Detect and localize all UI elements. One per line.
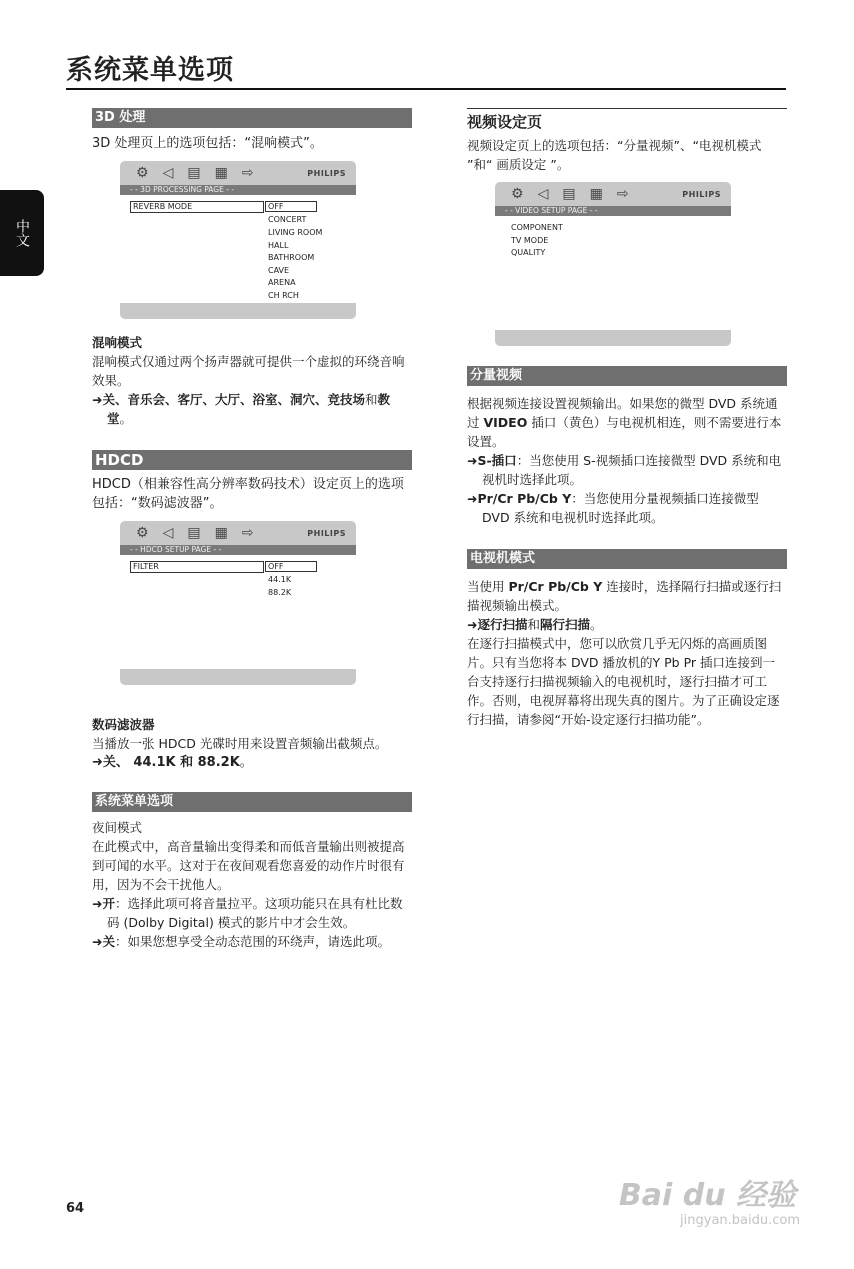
text-bold: VIDEO xyxy=(483,415,528,430)
filter-text: 当播放一张 HDCD 光碟时用来设置音频输出截频点。 xyxy=(92,736,388,751)
bullet-bold-b: 隔行扫描 xyxy=(540,617,591,632)
option-item[interactable]: OFF xyxy=(265,561,317,572)
language-tab xyxy=(0,190,44,276)
screen-hdcd xyxy=(120,521,356,685)
reverb-mode-title: 混响模式 xyxy=(92,335,143,350)
night-mode-title: 夜间模式 xyxy=(92,820,143,835)
arrow-bullet-icon: ➜ xyxy=(92,392,103,407)
speaker-icon: ◁ xyxy=(162,525,174,541)
bullet-and: 和 xyxy=(527,617,541,632)
bullet-text: ：当您使用 S-视频插口连接微型 DVD 系统和电视机时选择此项。 xyxy=(482,453,782,487)
screen-body xyxy=(495,216,731,330)
section-tv-mode-header: 电视机模式 xyxy=(467,549,787,569)
title-rule xyxy=(66,88,786,90)
section-system-menu-header: 系统菜单选项 xyxy=(92,792,412,812)
philips-logo: PHILIPS xyxy=(307,528,346,538)
screen-3d-processing xyxy=(120,161,356,319)
tv-mode-bullet xyxy=(467,615,787,634)
screen-icon-row xyxy=(120,521,356,545)
screen-page-title: - - 3D PROCESSING PAGE - - xyxy=(120,185,356,195)
philips-logo: PHILIPS xyxy=(682,189,721,199)
bullet-bold-text: 关、音乐会、客厅、大厅、浴室、洞穴、竞技场 xyxy=(102,392,365,407)
right-column xyxy=(467,108,787,729)
filter-title: 数码滤波器 xyxy=(92,717,155,732)
bullet-text: ：选择此项可将音量拉平。这项功能只在具有杜比数码 (Dolby Digital) 模式的影片中才会生效。 xyxy=(107,896,403,930)
screen-icon: ▤ xyxy=(187,525,201,541)
screen-icon-row xyxy=(495,182,731,206)
option-item[interactable]: LIVING ROOM xyxy=(268,228,323,237)
section-hdcd-intro: HDCD（相兼容性高分辨率数码技术）设定页上的选项包括：“数码滤波器”。 xyxy=(92,477,404,511)
night-mode-off-bullet xyxy=(92,932,412,951)
bullet-bold-a: 逐行扫描 xyxy=(477,617,528,632)
option-item[interactable]: ARENA xyxy=(268,278,296,287)
page-number: 64 xyxy=(66,1201,85,1216)
screen-icon-row xyxy=(120,161,356,185)
option-item[interactable]: HALL xyxy=(268,241,289,250)
night-mode-on-bullet xyxy=(92,894,412,932)
gear-icon: ⚙ xyxy=(511,186,524,202)
tv-mode-text xyxy=(467,577,787,615)
screen-page-title: - - VIDEO SETUP PAGE - - xyxy=(495,206,731,216)
component-yprpb-bullet xyxy=(467,489,787,527)
arrow-icon: ⇨ xyxy=(241,525,254,541)
bullet-key: 关 xyxy=(102,934,115,949)
reverb-options-bullet xyxy=(92,390,412,428)
screen-icon: ▤ xyxy=(187,165,201,181)
filter-options-bullet xyxy=(92,753,412,772)
video-menu-item[interactable]: QUALITY xyxy=(511,248,546,257)
bullet-end: 。 xyxy=(119,411,133,426)
bullet-text: ：如果您想享受全动态范围的环绕声，请选此项。 xyxy=(115,934,391,949)
menu-label-filter[interactable]: FILTER xyxy=(130,561,264,573)
arrow-bullet-icon: ➜ xyxy=(92,755,103,770)
option-item[interactable]: OFF xyxy=(265,201,317,212)
text-part: 根据视频连接设置视频输出。如果您的微型 DVD 系统通过 xyxy=(467,396,778,430)
text-bold: Pr/Cr Pb/Cb Y xyxy=(508,579,603,594)
bullet-end: 。 xyxy=(239,755,253,770)
bullet-end: 。 xyxy=(590,617,603,632)
bullet-key: 开 xyxy=(102,896,115,911)
video-menu-item[interactable]: TV MODE xyxy=(511,236,549,245)
section-video-intro: 视频设定页上的选项包括：“分量视频”、“电视机模式 ”和“ 画质设定 ”。 xyxy=(467,138,762,172)
bullet-key: S-插口 xyxy=(477,453,517,468)
option-item[interactable]: 44.1K xyxy=(268,575,292,584)
section-video-header: 视频设定页 xyxy=(467,108,787,132)
option-item[interactable]: CAVE xyxy=(268,266,290,275)
option-item[interactable]: BATHROOM xyxy=(268,253,315,262)
language-tab-label: 中文 xyxy=(14,219,30,247)
watermark-url: jingyan.baidu.com xyxy=(680,1213,800,1228)
grid-icon: ▦ xyxy=(214,165,228,181)
screen-body xyxy=(120,555,356,669)
arrow-icon: ⇨ xyxy=(616,186,629,202)
speaker-icon: ◁ xyxy=(162,165,174,181)
arrow-icon: ⇨ xyxy=(241,165,254,181)
option-item[interactable]: CH RCH xyxy=(268,291,299,300)
screen-body xyxy=(120,195,356,303)
video-menu-item[interactable]: COMPONENT xyxy=(511,223,563,232)
watermark-logo: Bai du 经验 xyxy=(618,1178,796,1213)
bullet-bold-last: 教堂 xyxy=(107,392,391,426)
arrow-bullet-icon: ➜ xyxy=(467,617,478,632)
bullet-text: ：当您使用分量视频插口连接微型 DVD 系统和电视机时选择此项。 xyxy=(482,491,759,525)
gear-icon: ⚙ xyxy=(136,165,149,181)
arrow-bullet-icon: ➜ xyxy=(92,896,103,911)
arrow-bullet-icon: ➜ xyxy=(467,453,478,468)
philips-logo: PHILIPS xyxy=(307,168,346,178)
grid-icon: ▦ xyxy=(214,525,228,541)
bullet-bold-text: 关、 44.1K 和 88.2K xyxy=(102,755,240,770)
speaker-icon: ◁ xyxy=(537,186,549,202)
menu-label-reverb[interactable]: REVERB MODE xyxy=(130,201,264,213)
option-item[interactable]: 88.2K xyxy=(268,588,292,597)
arrow-bullet-icon: ➜ xyxy=(467,491,478,506)
bullet-key: Pr/Cr Pb/Cb Y xyxy=(477,491,572,506)
text-part: 当使用 xyxy=(467,579,509,594)
night-mode-text: 在此模式中，高音量输出变得柔和而低音量输出则被提高到可闻的水平。这对于在夜间观看您喜爱的动作片时很有用，因为不会干扰他人。 xyxy=(92,839,405,892)
section-3d-intro: 3D 处理页上的选项包括：“混响模式”。 xyxy=(92,136,323,151)
screen-video-setup xyxy=(495,182,731,346)
bullet-and: 和 xyxy=(365,392,378,407)
text-part: 连接时，选择隔行扫描或逐行扫描视频输出模式。 xyxy=(467,579,782,613)
section-3d-header: 3D 处理 xyxy=(92,108,412,128)
screen-page-title: - - HDCD SETUP PAGE - - xyxy=(120,545,356,555)
screen-icon: ▤ xyxy=(562,186,576,202)
gear-icon: ⚙ xyxy=(136,525,149,541)
section-component-header: 分量视频 xyxy=(467,366,787,386)
tv-mode-text2: 在逐行扫描模式中，您可以欣赏几乎无闪烁的高画质图片。只有当您将本 DVD 播放机的Y Pb Pr 插口连接到一台支持逐行扫描视频输入的电视机时，逐行扫描才可工作。否则，电视屏幕将出现失真的图片。为了正确设定逐行扫描，请参阅“开始-设定逐行扫描功能”。 xyxy=(467,636,780,727)
arrow-bullet-icon: ➜ xyxy=(92,934,103,949)
left-column xyxy=(92,108,412,951)
reverb-mode-text: 混响模式仅通过两个扬声器就可提供一个虚拟的环绕音响效果。 xyxy=(92,354,405,388)
option-item[interactable]: CONCERT xyxy=(268,215,307,224)
section-hdcd-header: HDCD xyxy=(92,450,412,470)
component-s-video-bullet xyxy=(467,451,787,489)
component-text xyxy=(467,394,787,451)
page-title: 系统菜单选项 xyxy=(66,55,234,86)
text-part: 插口（黄色）与电视机相连，则不需要进行本设置。 xyxy=(467,415,782,449)
grid-icon: ▦ xyxy=(589,186,603,202)
